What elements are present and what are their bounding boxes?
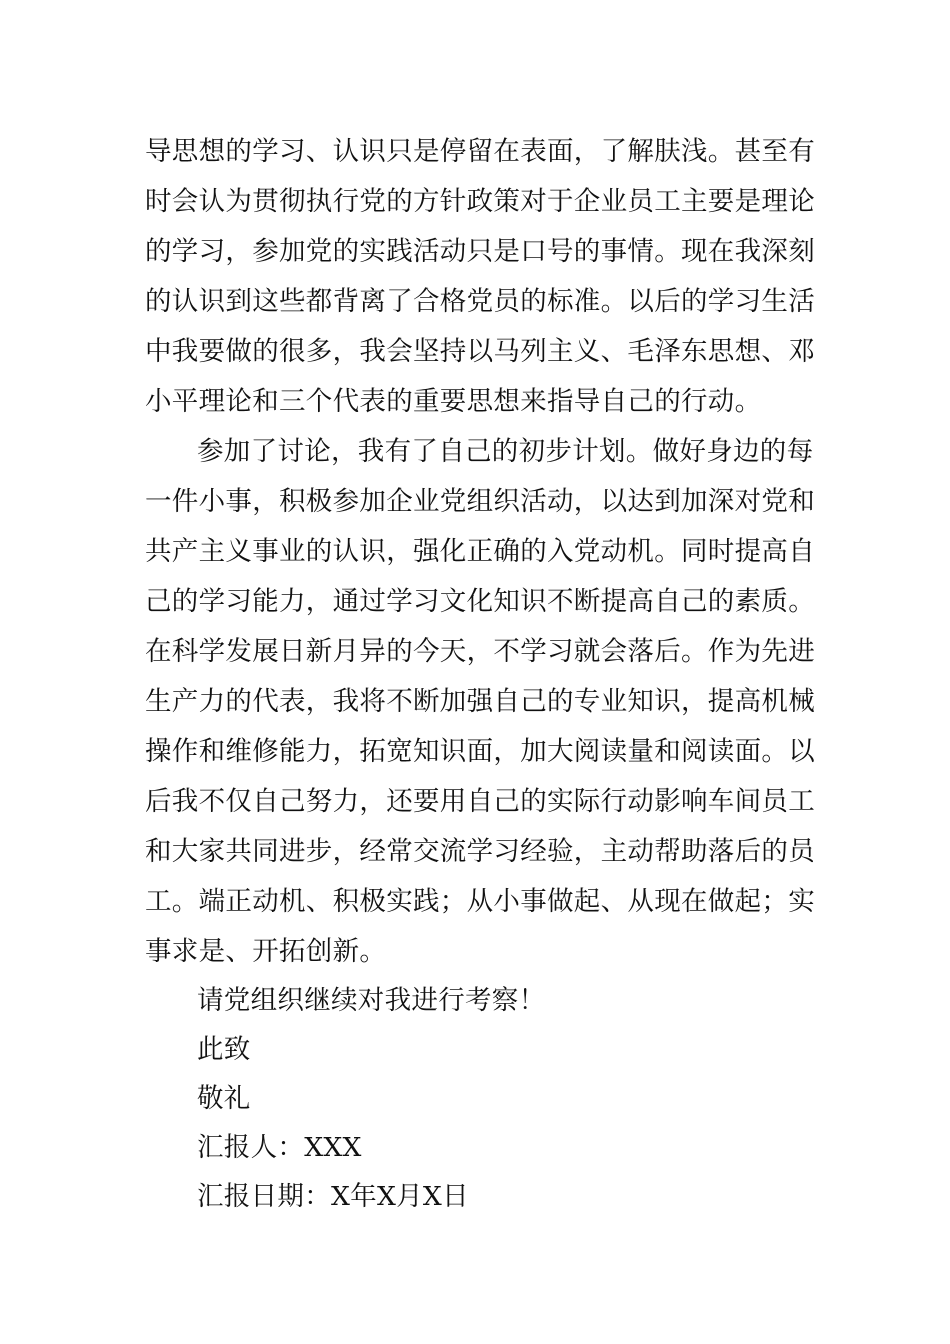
paragraph-2-line-6: 生产力的代表，我将不断加强自己的专业知识，提高机械 — [145, 686, 815, 717]
paragraph-1-line-2: 时会认为贯彻执行党的方针政策对于企业员工主要是理论 — [145, 186, 815, 217]
request-line: 请党组织继续对我进行考察！ — [197, 985, 546, 1016]
paragraph-2-line-8: 后我不仅自己努力，还要用自己的实际行动影响车间员工 — [145, 786, 815, 817]
paragraph-2-line-9: 和大家共同进步，经常交流学习经验，主动帮助落后的员 — [145, 836, 815, 867]
paragraph-2-line-11: 事求是、开拓创新。 — [145, 936, 387, 967]
paragraph-1-line-6: 小平理论和三个代表的重要思想来指导自己的行动。 — [145, 386, 762, 417]
paragraph-2-line-5: 在科学发展日新月异的今天，不学习就会落后。作为先进 — [145, 636, 815, 667]
paragraph-1-line-3: 的学习，参加党的实践活动只是口号的事情。现在我深刻 — [145, 236, 815, 267]
paragraph-2-line-4: 己的学习能力，通过学习文化知识不断提高自己的素质。 — [145, 586, 815, 617]
paragraph-1-line-4: 的认识到这些都背离了合格党员的标准。以后的学习生活 — [145, 286, 815, 317]
paragraph-2-line-7: 操作和维修能力，拓宽知识面，加大阅读量和阅读面。以 — [145, 736, 815, 767]
closing-line-1: 此致 — [197, 1034, 251, 1065]
paragraph-1-line-5: 中我要做的很多，我会坚持以马列主义、毛泽东思想、邓 — [145, 336, 815, 367]
closing-line-2: 敬礼 — [197, 1083, 251, 1114]
paragraph-2-line-3: 共产主义事业的认识，强化正确的入党动机。同时提高自 — [145, 536, 815, 567]
reporter-line: 汇报人：XXX — [197, 1132, 362, 1163]
paragraph-2-line-10: 工。端正动机、积极实践；从小事做起、从现在做起；实 — [145, 886, 815, 917]
paragraph-2-line-1: 参加了讨论，我有了自己的初步计划。做好身边的每 — [197, 436, 814, 467]
report-date-line: 汇报日期：X年X月X日 — [197, 1181, 469, 1212]
paragraph-2-line-2: 一件小事，积极参加企业党组织活动，以达到加深对党和 — [145, 486, 815, 517]
paragraph-1-line-1: 导思想的学习、认识只是停留在表面，了解肤浅。甚至有 — [145, 136, 815, 167]
